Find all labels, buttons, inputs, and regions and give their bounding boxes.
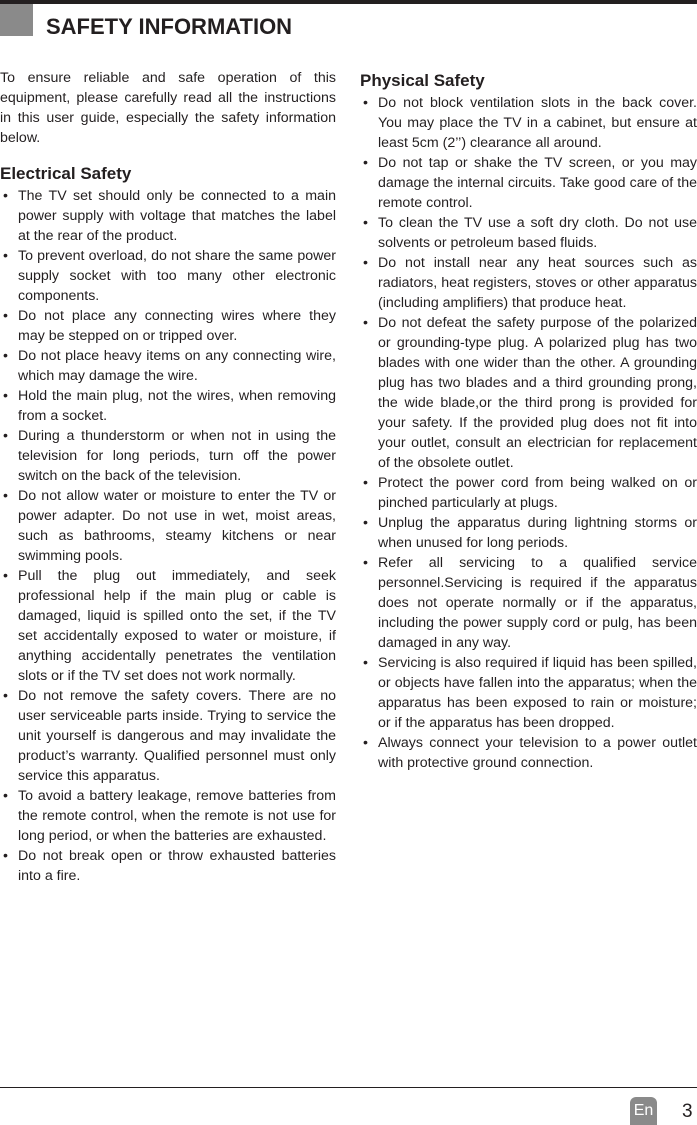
list-item-text: During a thunderstorm or when not in using the television for long periods, turn off the power switch on the back of the television. [18, 428, 336, 484]
list-item [0, 306, 336, 346]
list-item-text: Protect the power cord from being walked on or pinched particularly at plugs. [378, 475, 697, 511]
list-item-text: Pull the plug out immediately, and seek professional help if the main plug or cable is damaged, liquid is spilled onto the set, if the TV set accidentally exposed to water or moisture, if anything accidentally penetrates the ventilation slots or if the TV set does not work normally. [18, 568, 336, 684]
electrical-safety-list [0, 186, 336, 886]
list-item [360, 513, 697, 553]
bullet-icon: • [3, 688, 8, 704]
list-item-text: Do not break open or throw exhausted batteries into a fire. [18, 848, 336, 884]
list-item [360, 93, 697, 153]
list-item [0, 186, 336, 246]
list-item-text: Refer all servicing to a qualified service personnel.Servicing is required if the apparatus does not operate normally or if the apparatus, including the power supply cord or pulg, has been damaged in any way. [378, 555, 697, 651]
intro-paragraph: To ensure reliable and safe operation of this equipment, please carefully read all the instructions in this user guide, especially the safety information below. [0, 70, 336, 146]
bullet-icon: • [3, 348, 8, 364]
list-item [0, 386, 336, 426]
bullet-icon: • [363, 95, 368, 111]
list-item-text: To avoid a battery leakage, remove batteries from the remote control, when the remote is not use for long period, or when the batteries are exhausted. [18, 788, 336, 844]
list-item-text: To clean the TV use a soft dry cloth. Do not use solvents or petroleum based fluids. [378, 215, 697, 251]
list-item-text: Do not tap or shake the TV screen, or you may damage the internal circuits. Take good care of the remote control. [378, 155, 697, 211]
list-item [360, 473, 697, 513]
list-item [360, 553, 697, 653]
list-item [360, 213, 697, 253]
list-item [360, 313, 697, 473]
footer-rule [0, 1087, 697, 1088]
title-accent-block [0, 4, 33, 36]
header-rule [0, 0, 697, 4]
list-item-text: Do not remove the safety covers. There are no user serviceable parts inside. Trying to service the unit yourself is dangerous and may invalidate the product’s warranty. Qualified personnel must only service this apparatus. [18, 688, 336, 784]
bullet-icon: • [3, 308, 8, 324]
bullet-icon: • [3, 788, 8, 804]
bullet-icon: • [3, 488, 8, 504]
list-item-text: Do not install near any heat sources such as radiators, heat registers, stoves or other apparatus (including amplifiers) that produce heat. [378, 255, 697, 311]
page-number: 3 [682, 1101, 693, 1122]
list-item-text: Do not allow water or moisture to enter the TV or power adapter. Do not use in wet, moist areas, such as bathrooms, steamy kitchens or near swimming pools. [18, 488, 336, 564]
bullet-icon: • [3, 428, 8, 444]
bullet-icon: • [3, 248, 8, 264]
list-item-text: Do not defeat the safety purpose of the polarized or grounding-type plug. A polarized plug has two blades with one wider than the other. A grounding plug has two blades and a third grounding prong, the wide blade,or the third prong is provided for your safety. If the provided plug does not fit into your outlet, consult an electrician for replacement of the obsolete outlet. [378, 315, 697, 471]
list-item [360, 653, 697, 733]
bullet-icon: • [363, 475, 368, 491]
bullet-icon: • [363, 655, 368, 671]
list-item [360, 253, 697, 313]
list-item [360, 733, 697, 773]
list-item [0, 686, 336, 786]
bullet-icon: • [363, 735, 368, 751]
bullet-icon: • [3, 388, 8, 404]
language-badge: En [630, 1097, 657, 1125]
list-item-text: Do not place any connecting wires where they may be stepped on or tripped over. [18, 308, 336, 344]
page-title: SAFETY INFORMATION [46, 14, 293, 39]
list-item [360, 153, 697, 213]
physical-safety-heading: Physical Safety [360, 71, 485, 90]
list-item [0, 846, 336, 886]
bullet-icon: • [3, 188, 8, 204]
list-item [0, 486, 336, 566]
list-item-text: Always connect your television to a power outlet with protective ground connection. [378, 735, 697, 771]
list-item [0, 786, 336, 846]
bullet-icon: • [363, 155, 368, 171]
list-item-text: Do not place heavy items on any connecting wire, which may damage the wire. [18, 348, 336, 384]
bullet-icon: • [363, 515, 368, 531]
list-item-text: Servicing is also required if liquid has been spilled, or objects have fallen into the apparatus; when the apparatus has been exposed to rain or moisture; or if the apparatus has been dropped. [378, 655, 697, 731]
list-item [0, 346, 336, 386]
bullet-icon: • [363, 315, 368, 331]
bullet-icon: • [363, 255, 368, 271]
list-item [0, 426, 336, 486]
list-item-text: The TV set should only be connected to a main power supply with voltage that matches the label at the rear of the product. [18, 188, 336, 244]
list-item-text: Hold the main plug, not the wires, when removing from a socket. [18, 388, 336, 424]
list-item-text: To prevent overload, do not share the same power supply socket with too many other electronic components. [18, 248, 336, 304]
bullet-icon: • [363, 215, 368, 231]
right-column [360, 68, 697, 773]
bullet-icon: • [363, 555, 368, 571]
list-item-text: Do not block ventilation slots in the back cover. You may place the TV in a cabinet, but ensure at least 5cm (2’’) clearance all around. [378, 95, 697, 151]
bullet-icon: • [3, 848, 8, 864]
electrical-safety-heading: Electrical Safety [0, 164, 132, 183]
list-item [0, 246, 336, 306]
left-column [0, 68, 336, 886]
list-item [0, 566, 336, 686]
physical-safety-list [360, 93, 697, 773]
bullet-icon: • [3, 568, 8, 584]
list-item-text: Unplug the apparatus during lightning storms or when unused for long periods. [378, 515, 697, 551]
